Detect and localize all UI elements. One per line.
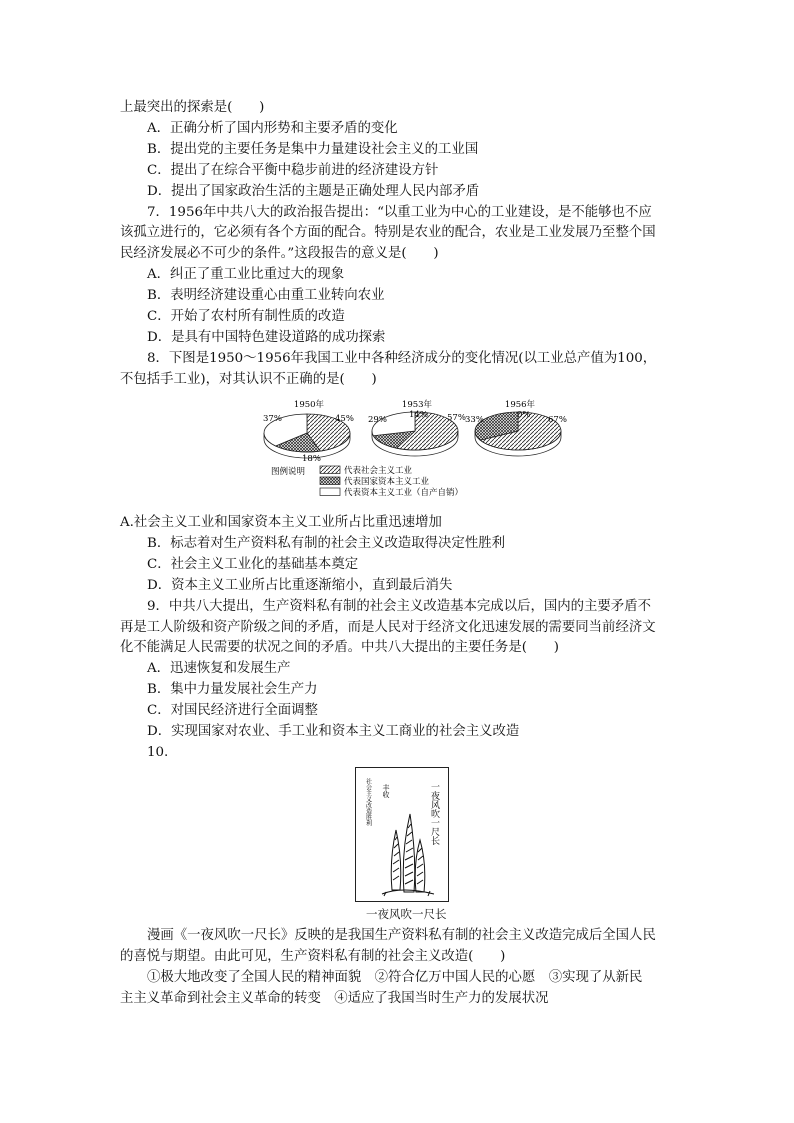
text-line: D．实现国家对农业、手工业和资本主义工商业的社会主义改造 [147, 724, 520, 739]
legend-swatch [320, 488, 340, 496]
pie-slice-label: 33% [465, 415, 484, 425]
pie-slice-label: 45% [335, 414, 354, 424]
cartoon-title-text: 一夜风吹一尺长 [429, 782, 439, 845]
cartoon-image [355, 767, 449, 902]
pie-slice-label: 29% [368, 415, 387, 425]
pie-chart-figure [262, 395, 567, 511]
text-line: C．提出了在综合平衡中稳步前进的经济建设方针 [147, 162, 439, 178]
text-line: C．对国民经济进行全面调整 [147, 703, 318, 719]
cartoon-caption: 一夜风吹一尺长 [366, 907, 447, 921]
legend-swatch [320, 466, 340, 474]
text-line: D．是具有中国特色建设道路的成功探索 [147, 329, 386, 345]
text-line: C．开始了农村所有制性质的改造 [147, 309, 345, 324]
cartoon-small-text: 丰收 [382, 784, 390, 798]
text-line: 7．1956年中共八大的政治报告提出：“以重工业为中心的工业建设，是不能够也不应 [147, 204, 652, 220]
text-line: A.社会主义工业和国家资本主义工业所占比重迅速增加 [120, 515, 442, 530]
pie-charts-svg [262, 395, 567, 507]
text-line: ①极大地改变了全国人民的精神面貌 ②符合亿万中国人民的心愿 ③实现了从新民 [147, 969, 643, 985]
pie-slice-label: 18% [302, 454, 321, 464]
text-line: 漫画《一夜风吹一尺长》反映的是我国生产资料私有制的社会主义改造完成后全国人民 [147, 928, 656, 943]
text-line: A．纠正了重工业比重过大的现象 [147, 267, 345, 283]
text-line: B．表明经济建设重心由重工业转向农业 [147, 288, 385, 304]
text-line: B．标志着对生产资料私有制的社会主义改造取得决定性胜利 [147, 535, 505, 551]
text-line: 该孤立进行的，它必须有各个方面的配合。特别是农业的配合，农业是工业发展乃至整个国 [120, 225, 656, 241]
text-line: B．提出党的主要任务是集中力量建设社会主义的工业国 [147, 141, 479, 157]
text-line: 的喜悦与期望。由此可见，生产资料私有制的社会主义改造( ) [120, 948, 506, 964]
pie-title: 1950年 [293, 400, 325, 410]
pie-slice-label: 37% [263, 414, 282, 424]
text-line: D．提出了国家政治生活的主题是正确处理人民内部矛盾 [147, 183, 480, 199]
text-line: D．资本主义工业所占比重逐渐缩小，直到最后消失 [147, 577, 453, 593]
text-line: B．集中力量发展社会生产力 [147, 682, 318, 698]
text-line: 主主义革命到社会主义革命的转变 ④适应了我国当时生产力的发展状况 [120, 990, 549, 1006]
text-line: C．社会主义工业化的基础基本奠定 [147, 556, 359, 572]
text-line: 化不能满足人民需要的状况之间的矛盾。中共八大提出的主要任务是( ) [120, 640, 559, 656]
text-line: 再是工人阶级和资产阶级之间的矛盾，而是人民对于经济文化迅速发展的需要同当前经济文 [120, 619, 656, 635]
legend-title: 图例说明 [271, 467, 306, 477]
legend-label: 代表国家资本主义工业 [344, 477, 430, 487]
cartoon-drawing [356, 768, 448, 901]
text-line: 8．下图是1950～1956年我国工业中各种经济成分的变化情况(以工业总产值为100， [147, 350, 657, 366]
legend-label: 代表资本主义工业（自产自销） [344, 488, 464, 498]
legend-label: 代表社会主义工业 [344, 466, 413, 476]
text-line: 10. [147, 744, 169, 760]
text-line: A．正确分析了国内形势和主要矛盾的变化 [147, 120, 398, 136]
text-line: 9．中共八大提出，生产资料私有制的社会主义改造基本完成以后，国内的主要矛盾不 [147, 598, 651, 614]
sprout-drawing [382, 814, 434, 896]
pie-slice-label: 67% [548, 415, 567, 425]
legend-swatch [320, 477, 340, 485]
text-line: 民经济发展必不可少的条件。”这段报告的意义是( ) [120, 246, 439, 262]
pie-title: 1956年 [504, 400, 536, 410]
pie-slice-label: 0% [517, 410, 531, 420]
pie-slice-label: 14% [409, 410, 428, 420]
text-line: A．迅速恢复和发展生产 [147, 661, 291, 677]
pie-title: 1953年 [401, 400, 433, 410]
pie-slice-label: 57% [447, 413, 466, 423]
text-line: 上最突出的探索是( ) [120, 100, 265, 115]
text-line: 不包括手工业)，对其认识不正确的是( ) [120, 371, 377, 387]
cartoon-sub-text: 社会主义改造胜利 [364, 778, 372, 826]
